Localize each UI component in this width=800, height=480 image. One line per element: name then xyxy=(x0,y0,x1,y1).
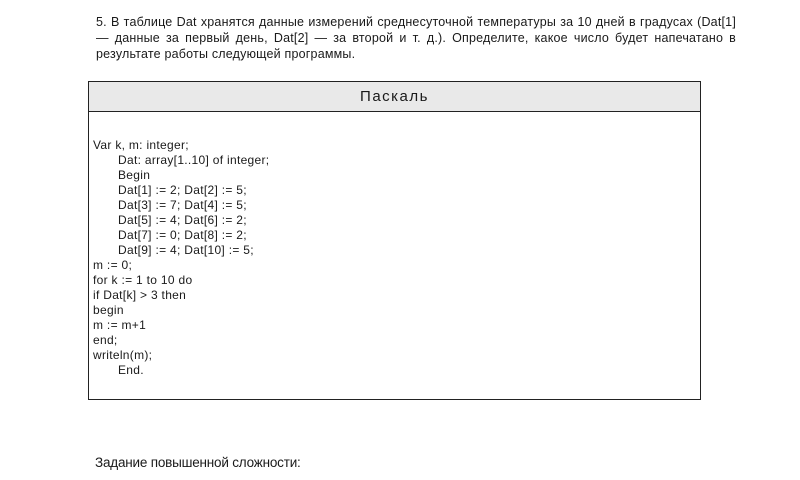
task-text: 5. В таблице Dat хранятся данные измерений среднесуточной температуры за 10 дней в градусах (Dat[1] — данные за первый день, Dat[2] — за второй и т. д.). Определите, какое число будет напечатано в результате работы следующей программы. xyxy=(96,15,736,61)
code-line: if Dat[k] > 3 then xyxy=(93,288,187,302)
code-line: Dat[3] := 7; Dat[4] := 5; xyxy=(118,198,247,212)
code-line: End. xyxy=(118,363,144,377)
code-line: end; xyxy=(93,333,118,347)
code-line: m := 0; xyxy=(93,258,133,272)
code-line: writeln(m); xyxy=(93,348,153,362)
code-line: for k := 1 to 10 do xyxy=(93,273,193,287)
code-block xyxy=(93,138,269,378)
task-statement xyxy=(96,14,736,62)
code-line: begin xyxy=(93,303,124,317)
code-line: Dat[1] := 2; Dat[2] := 5; xyxy=(118,183,247,197)
code-line: Begin xyxy=(118,168,151,182)
section-heading: Задание повышенной сложности: xyxy=(95,455,301,470)
code-line: Dat[5] := 4; Dat[6] := 2; xyxy=(118,213,247,227)
code-line: Dat: array[1..10] of integer; xyxy=(118,153,270,167)
code-line: Var k, m: integer; xyxy=(93,138,189,152)
code-line: Dat[7] := 0; Dat[8] := 2; xyxy=(118,228,247,242)
code-table xyxy=(88,81,701,400)
code-line: Dat[9] := 4; Dat[10] := 5; xyxy=(118,243,254,257)
table-header: Паскаль xyxy=(89,82,700,112)
code-line: m := m+1 xyxy=(93,318,147,332)
